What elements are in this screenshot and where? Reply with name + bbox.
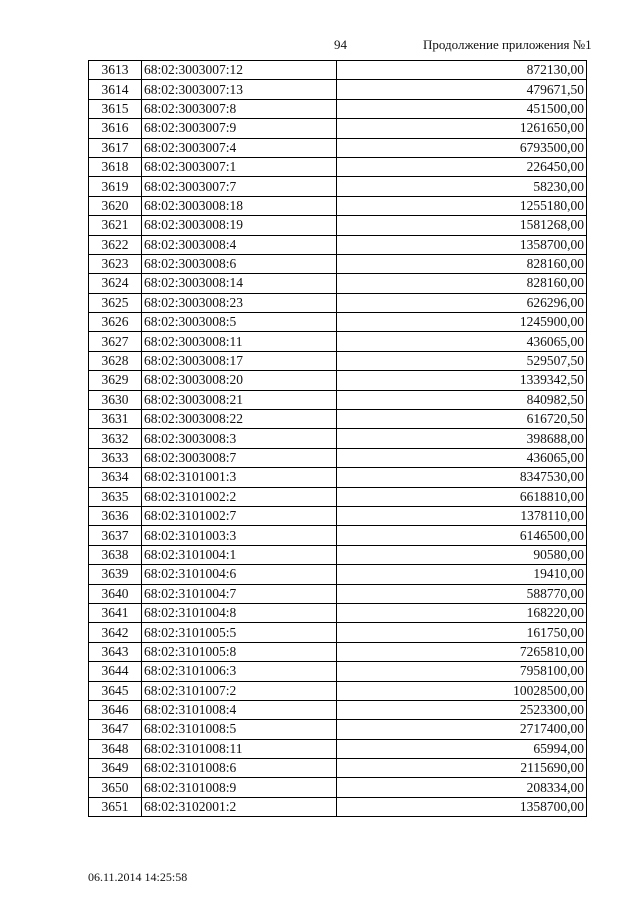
row-number-cell: 3625 (89, 293, 142, 312)
table-row (89, 119, 587, 138)
cadastral-number-cell: 68:02:3101005:8 (142, 642, 337, 661)
value-cell: 226450,00 (337, 157, 587, 176)
value-cell: 90580,00 (337, 545, 587, 564)
value-cell: 840982,50 (337, 390, 587, 409)
cadastral-number-cell: 68:02:3003008:22 (142, 410, 337, 429)
value-cell: 65994,00 (337, 739, 587, 758)
value-cell: 161750,00 (337, 623, 587, 642)
row-number-cell: 3618 (89, 157, 142, 176)
cadastral-number-cell: 68:02:3003007:4 (142, 138, 337, 157)
row-number-cell: 3624 (89, 274, 142, 293)
table-row (89, 293, 587, 312)
table-row (89, 177, 587, 196)
row-number-cell: 3642 (89, 623, 142, 642)
value-cell: 398688,00 (337, 429, 587, 448)
value-cell: 1581268,00 (337, 216, 587, 235)
row-number-cell: 3649 (89, 759, 142, 778)
value-cell: 1378110,00 (337, 506, 587, 525)
row-number-cell: 3643 (89, 642, 142, 661)
table-row (89, 196, 587, 215)
cadastral-number-cell: 68:02:3003008:3 (142, 429, 337, 448)
value-cell: 6146500,00 (337, 526, 587, 545)
cadastral-number-cell: 68:02:3003008:4 (142, 235, 337, 254)
row-number-cell: 3616 (89, 119, 142, 138)
value-cell: 1358700,00 (337, 235, 587, 254)
value-cell: 8347530,00 (337, 468, 587, 487)
table-row (89, 371, 587, 390)
cadastral-number-cell: 68:02:3003008:23 (142, 293, 337, 312)
row-number-cell: 3617 (89, 138, 142, 157)
cadastral-number-cell: 68:02:3101008:4 (142, 700, 337, 719)
cadastral-number-cell: 68:02:3003007:8 (142, 99, 337, 118)
table-row (89, 565, 587, 584)
row-number-cell: 3622 (89, 235, 142, 254)
row-number-cell: 3613 (89, 61, 142, 80)
cadastral-number-cell: 68:02:3003008:17 (142, 351, 337, 370)
table-row (89, 80, 587, 99)
cadastral-number-cell: 68:02:3102001:2 (142, 797, 337, 816)
cadastral-number-cell: 68:02:3101002:2 (142, 487, 337, 506)
row-number-cell: 3646 (89, 700, 142, 719)
value-cell: 58230,00 (337, 177, 587, 196)
row-number-cell: 3650 (89, 778, 142, 797)
value-cell: 19410,00 (337, 565, 587, 584)
row-number-cell: 3637 (89, 526, 142, 545)
table-row (89, 797, 587, 816)
row-number-cell: 3636 (89, 506, 142, 525)
row-number-cell: 3633 (89, 448, 142, 467)
cadastral-number-cell: 68:02:3003008:11 (142, 332, 337, 351)
appendix-title: Продолжение приложения №1 (423, 37, 592, 52)
table-row (89, 526, 587, 545)
value-cell: 451500,00 (337, 99, 587, 118)
row-number-cell: 3640 (89, 584, 142, 603)
value-cell: 828160,00 (337, 274, 587, 293)
value-cell: 1261650,00 (337, 119, 587, 138)
table-row (89, 739, 587, 758)
table-row (89, 448, 587, 467)
row-number-cell: 3626 (89, 313, 142, 332)
cadastral-number-cell: 68:02:3003007:12 (142, 61, 337, 80)
value-cell: 2115690,00 (337, 759, 587, 778)
table-row (89, 332, 587, 351)
print-date: 06.11.2014 14:25:58 (88, 870, 188, 884)
cadastral-number-cell: 68:02:3003008:7 (142, 448, 337, 467)
cadastral-number-cell: 68:02:3003007:1 (142, 157, 337, 176)
table-row (89, 254, 587, 273)
table-row (89, 138, 587, 157)
registry-table (88, 60, 587, 817)
row-number-cell: 3620 (89, 196, 142, 215)
value-cell: 588770,00 (337, 584, 587, 603)
value-cell: 828160,00 (337, 254, 587, 273)
row-number-cell: 3629 (89, 371, 142, 390)
value-cell: 2717400,00 (337, 720, 587, 739)
table-row (89, 235, 587, 254)
row-number-cell: 3639 (89, 565, 142, 584)
table-row (89, 313, 587, 332)
row-number-cell: 3638 (89, 545, 142, 564)
cadastral-number-cell: 68:02:3101008:9 (142, 778, 337, 797)
cadastral-number-cell: 68:02:3003008:6 (142, 254, 337, 273)
cadastral-number-cell: 68:02:3101005:5 (142, 623, 337, 642)
cadastral-number-cell: 68:02:3101003:3 (142, 526, 337, 545)
table-row (89, 662, 587, 681)
value-cell: 6793500,00 (337, 138, 587, 157)
table-row (89, 603, 587, 622)
cadastral-number-cell: 68:02:3101001:3 (142, 468, 337, 487)
cadastral-number-cell: 68:02:3101004:8 (142, 603, 337, 622)
cadastral-number-cell: 68:02:3003008:19 (142, 216, 337, 235)
value-cell: 436065,00 (337, 332, 587, 351)
cadastral-number-cell: 68:02:3003008:21 (142, 390, 337, 409)
value-cell: 10028500,00 (337, 681, 587, 700)
value-cell: 436065,00 (337, 448, 587, 467)
table-row (89, 274, 587, 293)
cadastral-number-cell: 68:02:3101004:7 (142, 584, 337, 603)
value-cell: 208334,00 (337, 778, 587, 797)
row-number-cell: 3648 (89, 739, 142, 758)
value-cell: 7958100,00 (337, 662, 587, 681)
cadastral-number-cell: 68:02:3003007:13 (142, 80, 337, 99)
table-row (89, 99, 587, 118)
value-cell: 872130,00 (337, 61, 587, 80)
table-row (89, 157, 587, 176)
cadastral-number-cell: 68:02:3101006:3 (142, 662, 337, 681)
table-row (89, 642, 587, 661)
value-cell: 626296,00 (337, 293, 587, 312)
value-cell: 529507,50 (337, 351, 587, 370)
value-cell: 1245900,00 (337, 313, 587, 332)
row-number-cell: 3614 (89, 80, 142, 99)
table-row (89, 720, 587, 739)
cadastral-number-cell: 68:02:3003007:9 (142, 119, 337, 138)
table-row (89, 351, 587, 370)
row-number-cell: 3644 (89, 662, 142, 681)
table-row (89, 681, 587, 700)
value-cell: 7265810,00 (337, 642, 587, 661)
value-cell: 1358700,00 (337, 797, 587, 816)
row-number-cell: 3641 (89, 603, 142, 622)
table-row (89, 410, 587, 429)
table-row (89, 216, 587, 235)
row-number-cell: 3615 (89, 99, 142, 118)
row-number-cell: 3630 (89, 390, 142, 409)
table-row (89, 429, 587, 448)
row-number-cell: 3651 (89, 797, 142, 816)
row-number-cell: 3628 (89, 351, 142, 370)
value-cell: 168220,00 (337, 603, 587, 622)
table-row (89, 759, 587, 778)
table-row (89, 545, 587, 564)
row-number-cell: 3619 (89, 177, 142, 196)
row-number-cell: 3634 (89, 468, 142, 487)
row-number-cell: 3647 (89, 720, 142, 739)
cadastral-number-cell: 68:02:3003008:5 (142, 313, 337, 332)
row-number-cell: 3632 (89, 429, 142, 448)
value-cell: 1339342,50 (337, 371, 587, 390)
cadastral-number-cell: 68:02:3101008:6 (142, 759, 337, 778)
cadastral-number-cell: 68:02:3003007:7 (142, 177, 337, 196)
value-cell: 1255180,00 (337, 196, 587, 215)
row-number-cell: 3621 (89, 216, 142, 235)
row-number-cell: 3645 (89, 681, 142, 700)
table-row (89, 778, 587, 797)
cadastral-number-cell: 68:02:3101007:2 (142, 681, 337, 700)
table-row (89, 506, 587, 525)
table-row (89, 390, 587, 409)
value-cell: 616720,50 (337, 410, 587, 429)
value-cell: 479671,50 (337, 80, 587, 99)
cadastral-number-cell: 68:02:3101002:7 (142, 506, 337, 525)
cadastral-number-cell: 68:02:3003008:20 (142, 371, 337, 390)
cadastral-number-cell: 68:02:3003008:18 (142, 196, 337, 215)
table-row (89, 700, 587, 719)
table-row (89, 487, 587, 506)
page-number: 94 (334, 37, 347, 52)
table-row (89, 468, 587, 487)
table-row (89, 61, 587, 80)
row-number-cell: 3635 (89, 487, 142, 506)
cadastral-number-cell: 68:02:3101004:1 (142, 545, 337, 564)
value-cell: 6618810,00 (337, 487, 587, 506)
table-row (89, 584, 587, 603)
cadastral-number-cell: 68:02:3003008:14 (142, 274, 337, 293)
row-number-cell: 3627 (89, 332, 142, 351)
table-row (89, 623, 587, 642)
cadastral-number-cell: 68:02:3101008:11 (142, 739, 337, 758)
value-cell: 2523300,00 (337, 700, 587, 719)
cadastral-number-cell: 68:02:3101004:6 (142, 565, 337, 584)
row-number-cell: 3631 (89, 410, 142, 429)
cadastral-number-cell: 68:02:3101008:5 (142, 720, 337, 739)
registry-table-body (89, 61, 587, 817)
row-number-cell: 3623 (89, 254, 142, 273)
